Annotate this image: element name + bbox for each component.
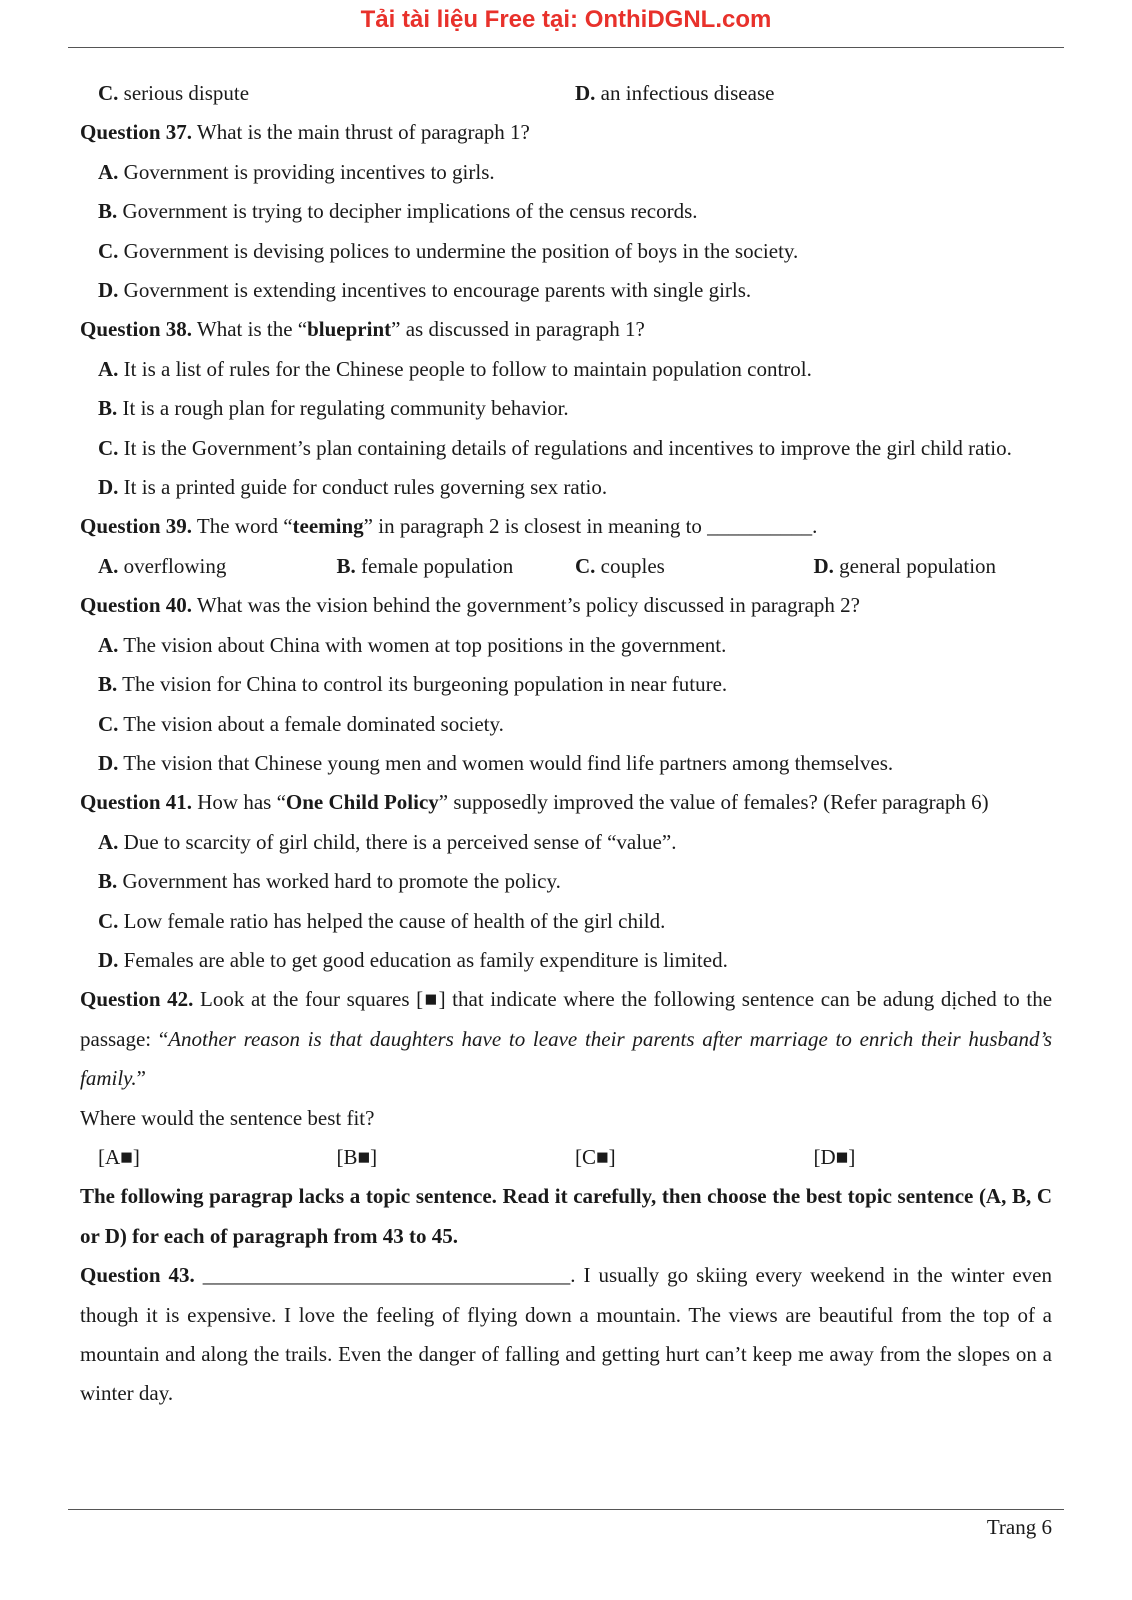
option-letter: A. — [98, 632, 119, 657]
option-letter: D. — [98, 750, 119, 775]
option-a — [80, 350, 1052, 389]
answer-blank: ___________________________________ — [194, 1263, 571, 1288]
question-text: What was the vision behind the government’s policy discussed in paragraph 2? — [192, 593, 860, 618]
question-42 — [80, 980, 1052, 1098]
option-text: serious dispute — [118, 81, 250, 105]
option-letter: B. — [336, 553, 356, 578]
option-b — [80, 389, 1052, 428]
option-text: female population — [355, 553, 514, 578]
option-text: general population — [833, 553, 997, 578]
question-text: ” supposedly improved the value of females? (Refer paragraph 6) — [438, 790, 989, 815]
question-41 — [80, 783, 1052, 822]
question-39 — [80, 507, 1052, 546]
option-letter: B. — [98, 869, 118, 894]
option-text: Government is providing incentives to girls. — [118, 159, 495, 184]
question-text: What is the “ — [192, 317, 308, 342]
option-text: Due to scarcity of girl child, there is a perceived sense of “value”. — [118, 829, 677, 854]
option-c: [C■] — [575, 1144, 616, 1169]
option-letter: D. — [98, 947, 119, 972]
question-text: ” as discussed in paragraph 1? — [391, 317, 645, 342]
option-b — [80, 192, 1052, 231]
question-38 — [80, 310, 1052, 349]
option-letter: B. — [98, 199, 118, 224]
option-letter: C. — [98, 711, 119, 736]
option-a — [80, 153, 1052, 192]
footer-divider — [68, 1509, 1064, 1510]
option-text: Government is trying to decipher implications of the census records. — [117, 199, 698, 224]
question-43 — [80, 1256, 1052, 1414]
question-label: Question 37. — [80, 120, 193, 145]
question-text: ” in paragraph 2 is closest in meaning to __________. — [363, 514, 818, 539]
option-d — [80, 468, 1052, 507]
question-40 — [80, 586, 1052, 625]
option-text: The vision that Chinese young men and women would find life partners among themselves. — [118, 750, 894, 775]
option-letter: B. — [98, 396, 118, 421]
option-a: [A■] — [98, 1144, 140, 1169]
option-letter: D. — [813, 553, 834, 578]
option-text: It is a list of rules for the Chinese people to follow to maintain population control. — [118, 356, 812, 381]
option-c — [80, 705, 1052, 744]
key-term: blueprint — [307, 317, 392, 342]
option-d — [575, 74, 1052, 113]
option-text: Females are able to get good education as family expenditure is limited. — [118, 947, 728, 972]
question-label: Question 39. — [80, 514, 193, 539]
q42-options — [80, 1138, 1052, 1177]
option-letter: A. — [98, 553, 119, 578]
question-label: Question 43. — [80, 1263, 195, 1288]
section-instruction: The following paragrap lacks a topic sentence. Read it carefully, then choose the best topic sentence (A, B, C or D) for each of paragraph from 43 to 45. — [80, 1184, 1052, 1248]
question-text: ” — [136, 1066, 146, 1091]
option-text: Government has worked hard to promote the policy. — [117, 869, 561, 894]
option-text: It is a rough plan for regulating community behavior. — [117, 396, 569, 421]
option-letter: D. — [98, 475, 119, 500]
option-d — [80, 271, 1052, 310]
page-number: Trang 6 — [986, 1515, 1052, 1539]
option-text: It is a printed guide for conduct rules governing sex ratio. — [118, 475, 608, 500]
option-d — [80, 744, 1052, 783]
option-text: The vision about a female dominated society. — [118, 711, 504, 736]
option-text: overflowing — [118, 553, 227, 578]
key-term: One Child Policy — [285, 790, 439, 815]
option-letter: C. — [575, 553, 596, 578]
option-text: Government is devising polices to undermine the position of boys in the society. — [118, 238, 799, 263]
key-term: teeming — [292, 514, 364, 539]
question-prompt: Where would the sentence best fit? — [80, 1105, 375, 1130]
option-letter: A. — [98, 829, 119, 854]
option-b: [B■] — [336, 1144, 378, 1169]
option-text: Government is extending incentives to encourage parents with single girls. — [118, 278, 752, 303]
option-b — [80, 665, 1052, 704]
option-a — [80, 626, 1052, 665]
option-b — [337, 547, 576, 586]
paragraph-text: . I usually go skiing every weekend in the winter even though it is expensive. I love the feeling of flying down a mountain. The views are beautiful from the top of a mountain and along the trails. Even the danger of falling and getting hurt can’t keep me away from the slopes on a winter day. — [80, 1263, 1053, 1406]
option-a — [80, 823, 1052, 862]
option-d: [D■] — [813, 1144, 856, 1169]
question-label: Question 41. — [80, 790, 193, 815]
inserted-sentence: Another reason is that daughters have to leave their parents after marriage to enrich their husband’s family. — [80, 1026, 1052, 1091]
question-text: How has “ — [192, 790, 286, 815]
question-content — [80, 74, 1052, 1414]
option-d — [80, 941, 1052, 980]
option-letter: C. — [98, 81, 119, 105]
question-37 — [80, 113, 1052, 152]
question-label: Question 40. — [80, 593, 193, 618]
question-label: Question 42. — [80, 987, 194, 1012]
option-c — [575, 547, 814, 586]
option-d — [814, 547, 1053, 586]
question-label: Question 38. — [80, 317, 193, 342]
option-letter: C. — [98, 238, 119, 263]
option-letter: A. — [98, 159, 119, 184]
option-b — [80, 862, 1052, 901]
option-letter: A. — [98, 356, 119, 381]
option-letter: D. — [98, 278, 119, 303]
option-letter: B. — [98, 672, 118, 697]
option-text: The vision for China to control its burgeoning population in near future. — [117, 672, 728, 697]
option-text: Low female ratio has helped the cause of health of the girl child. — [118, 908, 666, 933]
q39-options — [80, 547, 1052, 586]
option-a — [98, 547, 337, 586]
option-c — [80, 429, 1052, 468]
option-c — [98, 74, 575, 113]
question-text: Look at the four squares [■] that indicate where the following sentence can be adung dịched to the passage: “ — [80, 987, 1053, 1051]
option-c — [80, 232, 1052, 271]
option-letter: C. — [98, 908, 119, 933]
site-banner[interactable]: Tải tài liệu Free tại: OnthiDGNL.com — [360, 6, 772, 33]
option-letter: C. — [98, 435, 119, 460]
option-letter: D. — [575, 81, 596, 105]
option-text: couples — [595, 553, 665, 578]
question-text: The word “ — [192, 514, 293, 539]
option-text: It is the Government’s plan containing details of regulations and incentives to improve the girl child ratio. — [118, 435, 1012, 460]
option-text: The vision about China with women at top positions in the government. — [118, 632, 727, 657]
option-text: an infectious disease — [595, 81, 775, 105]
option-c — [80, 902, 1052, 941]
question-text: What is the main thrust of paragraph 1? — [192, 120, 530, 145]
header-divider — [68, 47, 1064, 48]
q36-options-tail — [80, 74, 1052, 113]
